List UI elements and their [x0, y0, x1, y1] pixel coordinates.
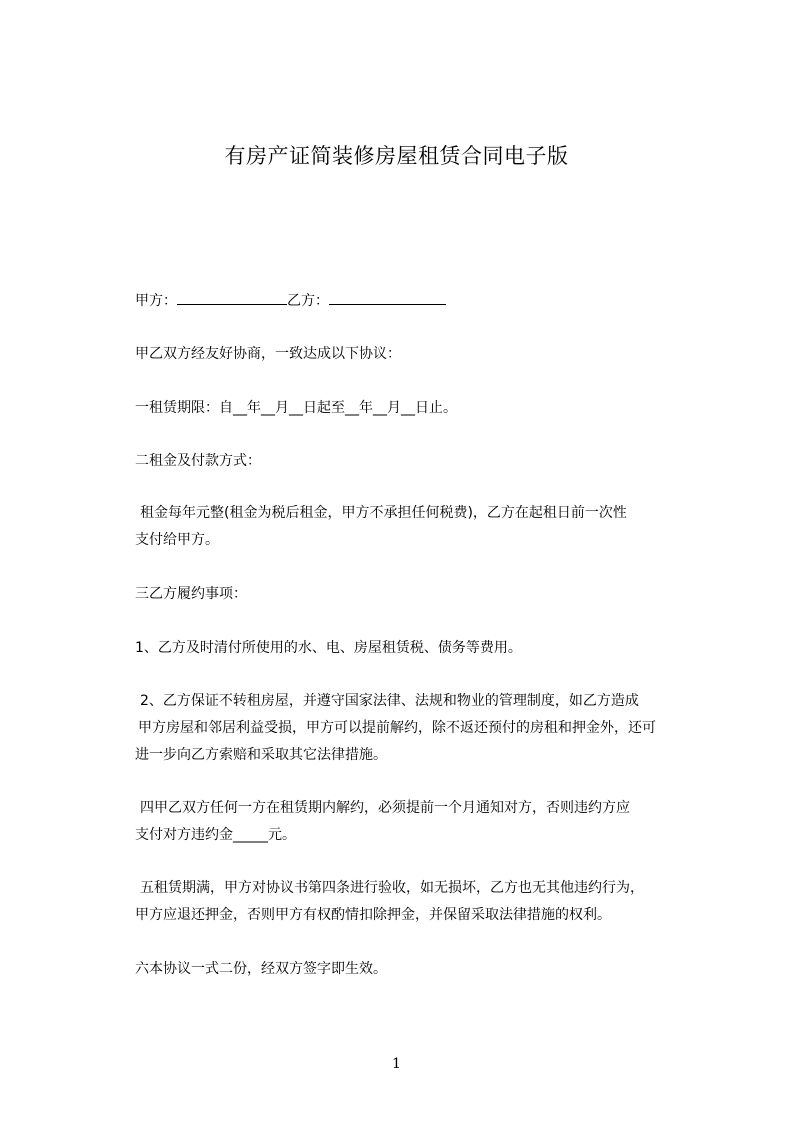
clause-1-term: 一租赁期限：自__年__月__日起至__年__月__日止。 [135, 400, 457, 416]
clause-2-heading: 二租金及付款方式： [135, 453, 261, 469]
party-a-blank [177, 289, 287, 305]
clause-4-line-1: 四甲乙双方任何一方在租赁期内解约，必须提前一个月通知对方，否则违约方应 [140, 800, 630, 816]
clause-5-line-1: 五租赁期满，甲方对协议书第四条进行验收，如无损坏，乙方也无其他违约行为， [140, 880, 644, 896]
clause-2-body-line-1: 租金每年元整(租金为税后租金，甲方不承担任何税费)，乙方在起租日前一次性 [140, 505, 627, 521]
clause-3-item-2 [135, 688, 715, 769]
clause-3-item-2-line-3: 进一步向乙方索赔和采取其它法律措施。 [135, 747, 387, 763]
document-title: 有房产证简装修房屋租赁合同电子版 [224, 144, 569, 168]
clause-3-item-2-line-2: 甲方房屋和邻居利益受损，甲方可以提前解约，除不返还预付的房租和押金外，还可 [138, 720, 656, 736]
clause-3-item-1: 1、乙方及时清付所使用的水、电、房屋租赁税、债务等费用。 [135, 640, 522, 656]
page-number: 1 [392, 1056, 401, 1072]
clause-2-body [135, 500, 715, 554]
party-a-label: 甲方： [135, 293, 177, 309]
party-b-blank [329, 289, 446, 305]
clause-5-line-2: 甲方应退还押金，否则甲方有权酌情扣除押金，并保留采取法律措施的权利。 [135, 907, 611, 923]
clause-5-expiry [135, 875, 715, 929]
clause-2-body-line-2: 支付给甲方。 [135, 532, 219, 548]
intro-paragraph: 甲乙双方经友好协商，一致达成以下协议： [135, 346, 401, 362]
clause-4-termination [135, 795, 715, 849]
clause-6-effect: 六本协议一式二份，经双方签字即生效。 [135, 961, 387, 977]
clause-3-item-2-line-1: 2、乙方保证不转租房屋，并遵守国家法律、法规和物业的管理制度，如乙方造成 [140, 693, 639, 709]
clause-3-heading: 三乙方履约事项： [135, 586, 247, 602]
clause-4-line-2: 支付对方违约金_____元。 [135, 827, 296, 843]
party-b-label: 乙方： [287, 293, 329, 309]
parties-line [135, 288, 715, 315]
